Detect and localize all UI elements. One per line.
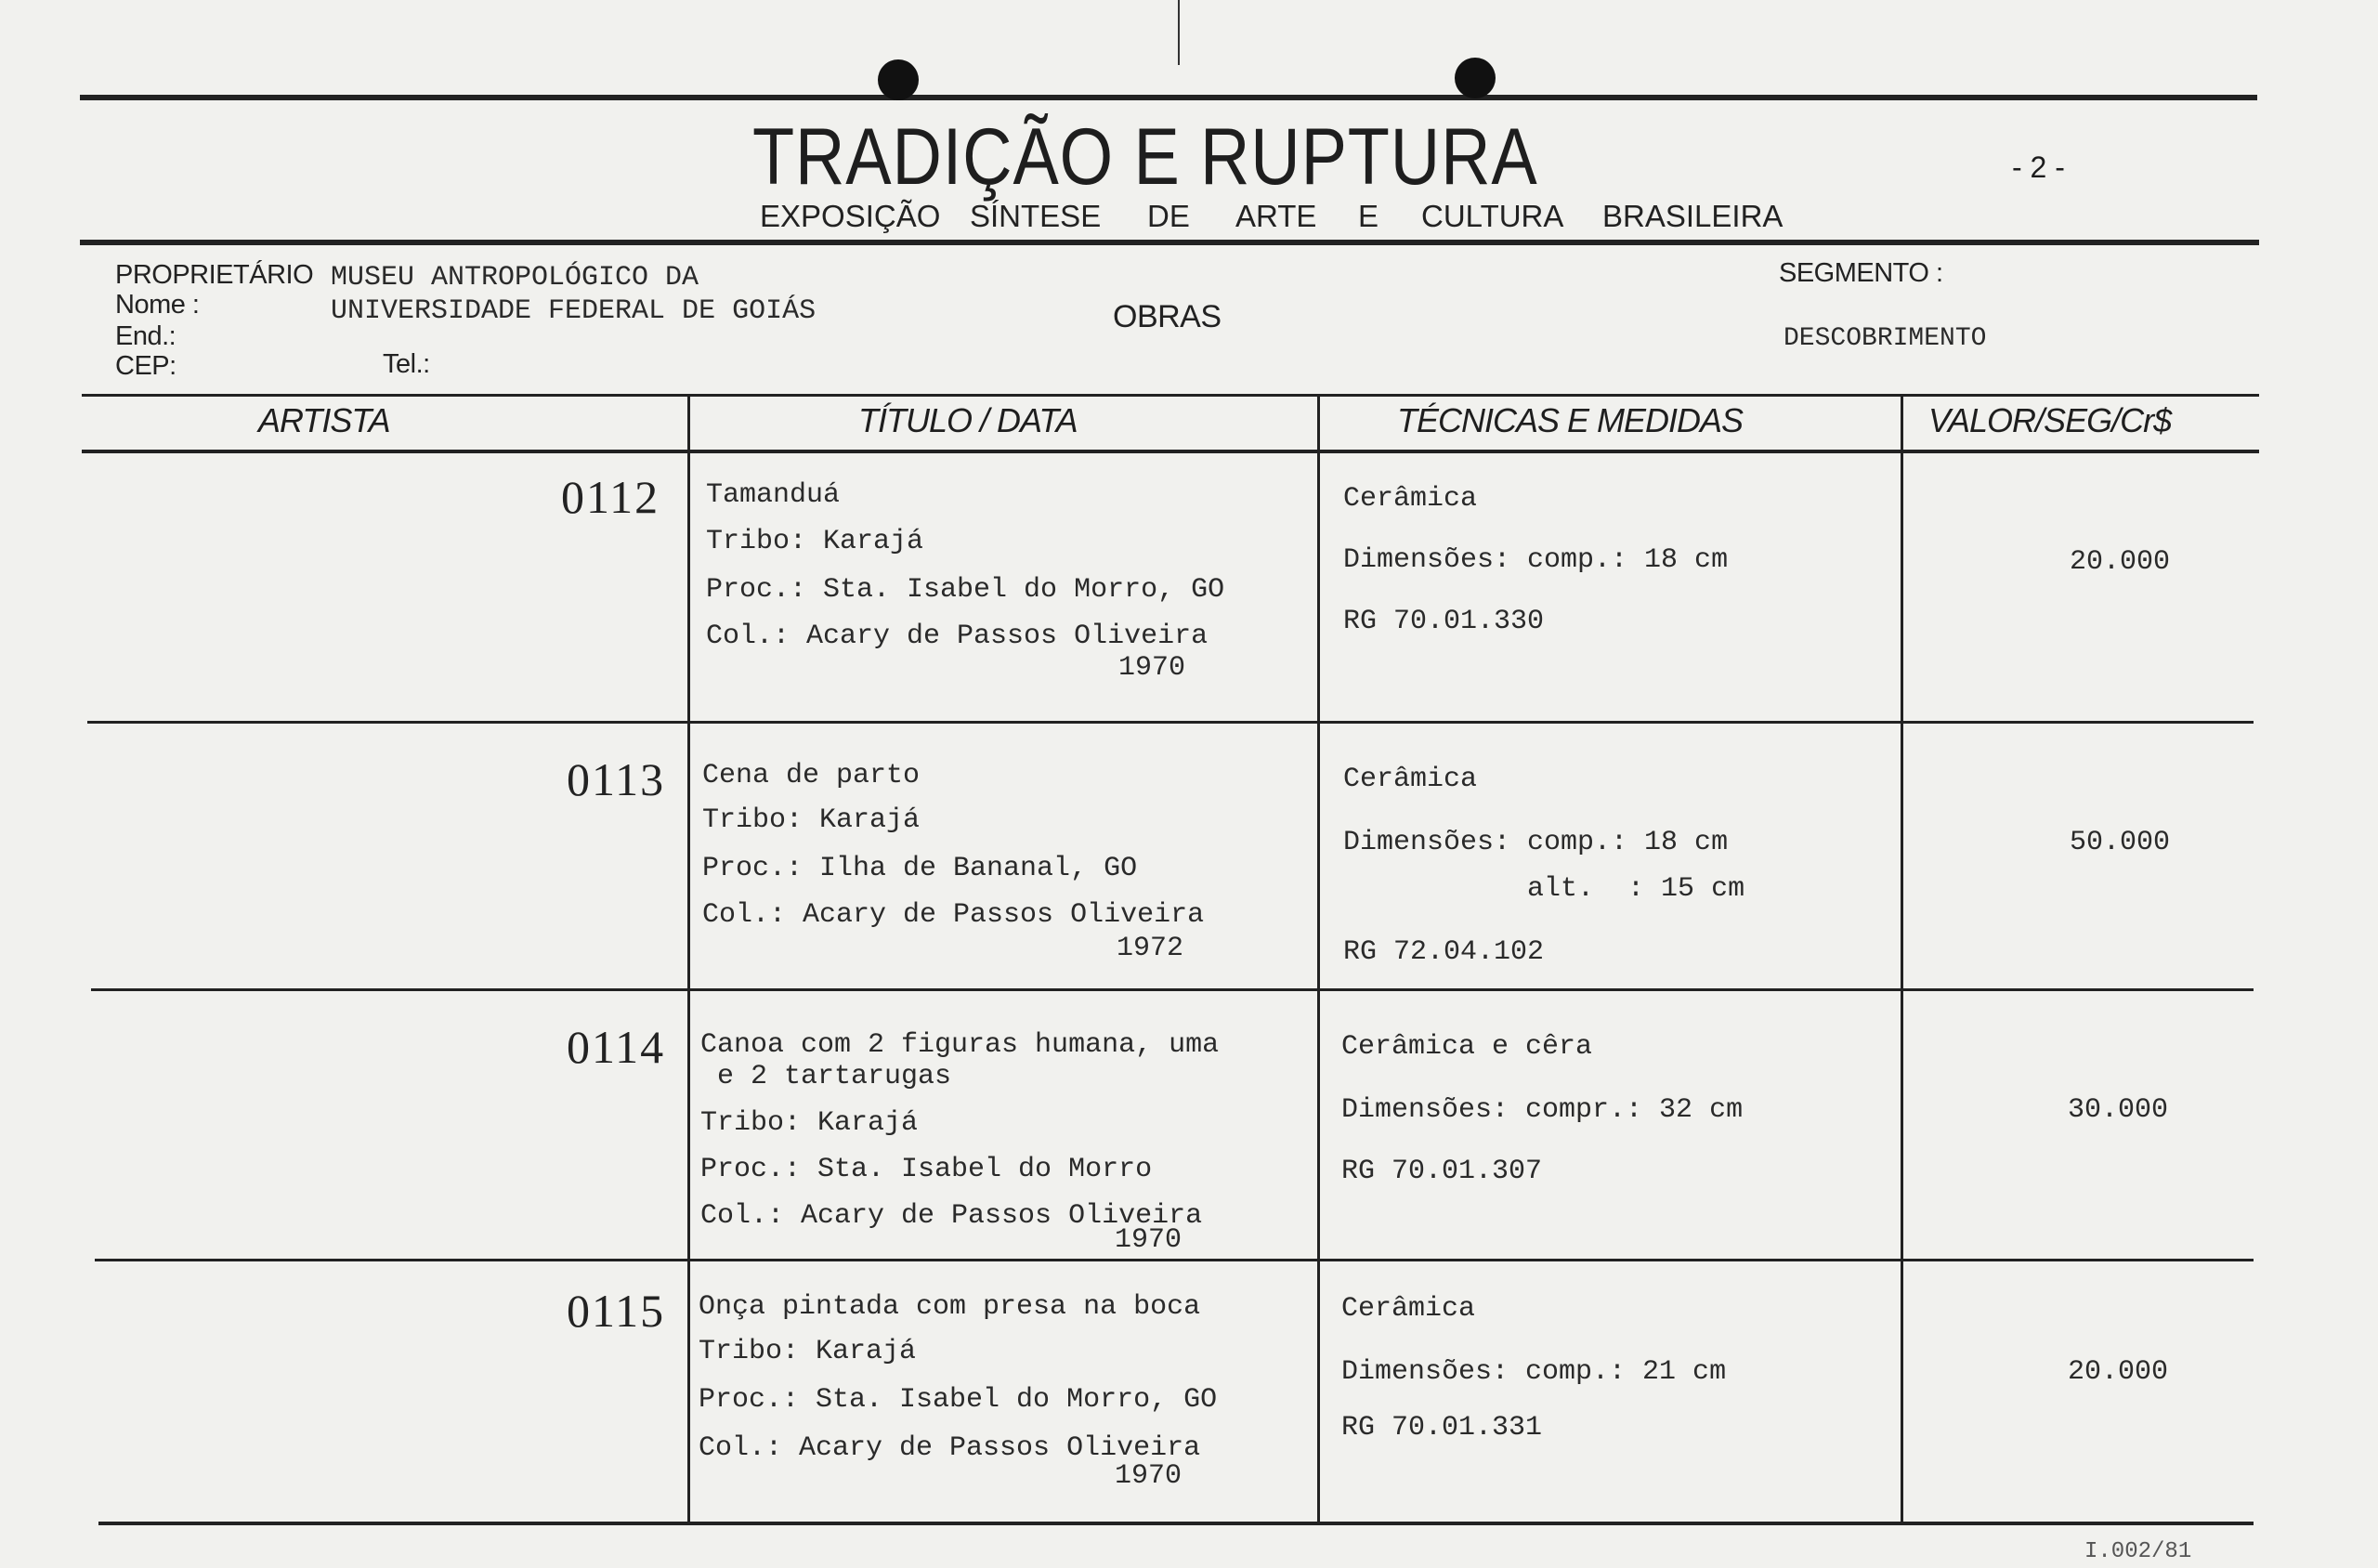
- owner-name-line1: MUSEU ANTROPOLÓGICO DA: [331, 262, 699, 294]
- item-rg: RG 70.01.331: [1341, 1412, 1543, 1444]
- item-dimensions: Dimensões: comp.: 18 cm: [1343, 544, 1729, 576]
- row-divider: [95, 1259, 2254, 1261]
- nome-label: Nome :: [115, 290, 200, 320]
- column-divider: [687, 394, 690, 1522]
- column-divider: [1317, 394, 1320, 1522]
- item-dimensions: Dimensões: compr.: 32 cm: [1341, 1094, 1744, 1126]
- item-year: 1970: [1115, 1224, 1182, 1256]
- item-number: 0113: [567, 753, 666, 805]
- item-title: Onça pintada com presa na boca: [699, 1291, 1201, 1323]
- item-tribe: Tribo: Karajá: [702, 804, 921, 836]
- binder-hole-left: [878, 59, 919, 100]
- item-dimensions: Dimensões: comp.: 18 cm: [1343, 827, 1729, 858]
- segment-value: DESCOBRIMENTO: [1784, 324, 1987, 353]
- item-number: 0112: [561, 471, 660, 523]
- subtitle-word: ARTE: [1235, 199, 1317, 233]
- cep-label: CEP:: [115, 351, 176, 381]
- item-provenance: Proc.: Sta. Isabel do Morro: [700, 1154, 1153, 1185]
- item-year: 1972: [1117, 933, 1184, 964]
- table-top-rule: [82, 394, 2259, 397]
- column-header-tecnicas: TÉCNICAS E MEDIDAS: [1397, 401, 1744, 439]
- item-year: 1970: [1115, 1460, 1182, 1492]
- top-tick: [1178, 0, 1180, 65]
- item-value: 30.000: [2067, 1094, 2168, 1126]
- page-title: TRADIÇÃO E RUPTURA: [752, 112, 1538, 202]
- item-collection: Col.: Acary de Passos Oliveira: [699, 1432, 1201, 1464]
- item-technique: Cerâmica: [1341, 1293, 1476, 1325]
- column-header-titulo: TÍTULO / DATA: [858, 401, 1078, 439]
- item-title: Canoa com 2 figuras humana, uma: [700, 1029, 1220, 1061]
- row-divider: [87, 721, 2254, 724]
- owner-name-line2: UNIVERSIDADE FEDERAL DE GOIÁS: [331, 295, 817, 327]
- end-label: End.:: [115, 321, 176, 351]
- page-number: - 2 -: [2012, 150, 2065, 184]
- header-bottom-rule: [82, 450, 2259, 453]
- subtitle-word: DE: [1147, 199, 1190, 233]
- item-title: Tamanduá: [706, 479, 841, 511]
- proprietario-label: PROPRIETÁRIO: [115, 260, 314, 290]
- title-underline: [80, 240, 2259, 245]
- item-provenance: Proc.: Sta. Isabel do Morro, GO: [699, 1384, 1218, 1416]
- item-collection: Col.: Acary de Passos Oliveira: [702, 899, 1205, 931]
- column-header-valor: VALOR/SEG/Cr$: [1928, 401, 2172, 439]
- tel-label: Tel.:: [383, 349, 430, 379]
- item-title: e 2 tartarugas: [700, 1061, 952, 1092]
- item-dimensions: alt. : 15 cm: [1343, 873, 1745, 905]
- item-provenance: Proc.: Sta. Isabel do Morro, GO: [706, 574, 1225, 606]
- item-technique: Cerâmica: [1343, 764, 1478, 795]
- form-code: I.002/81: [2084, 1539, 2192, 1564]
- item-technique: Cerâmica: [1343, 483, 1478, 515]
- item-number: 0114: [567, 1021, 666, 1073]
- subtitle-word: SÍNTESE: [970, 199, 1102, 233]
- column-header-artista: ARTISTA: [258, 401, 390, 439]
- segment-label: SEGMENTO :: [1779, 258, 1943, 288]
- item-collection: Col.: Acary de Passos Oliveira: [706, 621, 1209, 652]
- item-rg: RG 70.01.307: [1341, 1156, 1543, 1187]
- row-divider: [91, 988, 2254, 991]
- item-value: 20.000: [2069, 546, 2170, 578]
- item-dimensions: Dimensões: comp.: 21 cm: [1341, 1356, 1727, 1388]
- column-divider: [1901, 394, 1903, 1522]
- top-rule: [80, 95, 2257, 100]
- item-rg: RG 72.04.102: [1343, 936, 1545, 968]
- subtitle-word: E: [1358, 199, 1379, 233]
- item-value: 50.000: [2069, 827, 2170, 858]
- item-number: 0115: [567, 1285, 666, 1337]
- item-technique: Cerâmica e cêra: [1341, 1031, 1593, 1063]
- item-tribe: Tribo: Karajá: [700, 1107, 919, 1139]
- section-label: OBRAS: [1113, 299, 1222, 334]
- item-collection: Col.: Acary de Passos Oliveira: [700, 1200, 1203, 1232]
- item-value: 20.000: [2067, 1356, 2168, 1388]
- subtitle-word: BRASILEIRA: [1602, 199, 1784, 233]
- item-title: Cena de parto: [702, 760, 921, 791]
- table-bottom-rule: [98, 1522, 2254, 1525]
- item-year: 1970: [1118, 652, 1186, 684]
- item-provenance: Proc.: Ilha de Bananal, GO: [702, 853, 1138, 884]
- item-tribe: Tribo: Karajá: [706, 526, 924, 557]
- binder-hole-right: [1455, 58, 1496, 98]
- item-tribe: Tribo: Karajá: [699, 1336, 917, 1367]
- item-rg: RG 70.01.330: [1343, 606, 1545, 637]
- subtitle-word: CULTURA: [1421, 199, 1564, 233]
- subtitle-word: EXPOSIÇÃO: [760, 199, 941, 233]
